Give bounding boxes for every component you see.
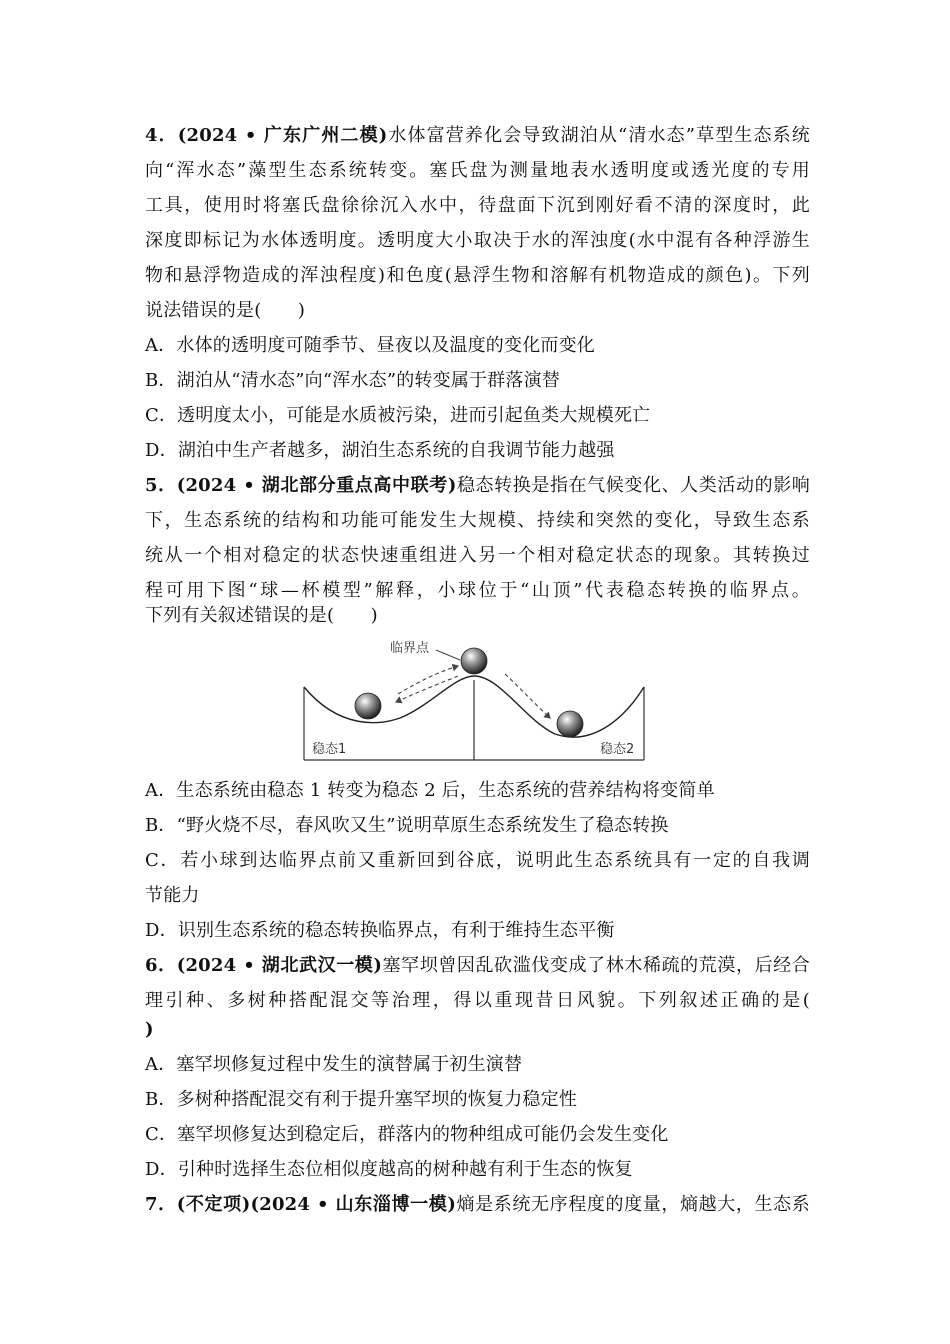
q5-source: (2024 • 湖北部分重点高中联考) <box>176 475 457 496</box>
q6-stem-line: ) <box>145 1019 154 1040</box>
critical-point-pointer <box>436 650 460 660</box>
q4-option-a: A．水体的透明度可随季节、昼夜以及温度的变化而变化 <box>145 335 595 356</box>
q6-line-1 <box>145 954 810 978</box>
state2-label: 稳态2 <box>600 742 635 757</box>
q5-stem-line: 统从一个相对稳定的状态快速重组进入另一个相对稳定状态的现象。其转换过 <box>145 545 810 566</box>
q4-stem-line: 说法错误的是( ) <box>145 300 306 321</box>
q6-option-c: C．塞罕坝修复达到稳定后，群落内的物种组成可能仍会发生变化 <box>145 1124 669 1145</box>
critical-point-label: 临界点 <box>390 641 430 656</box>
q7-number: 7． <box>145 1194 177 1215</box>
q5-option-b: B．“野火烧不尽，春风吹又生”说明草原生态系统发生了稳态转换 <box>145 815 669 836</box>
q6-option-d: D．引种时选择生态位相似度越高的树种越有利于生态的恢复 <box>145 1159 633 1180</box>
q6-source: (2024 • 湖北武汉一模) <box>176 955 383 976</box>
q4-option-d: D．湖泊中生产者越多，湖泊生态系统的自我调节能力越强 <box>145 440 615 461</box>
q4-line-1 <box>145 124 810 148</box>
ball-cup-diagram <box>300 630 648 762</box>
q4-stem-line: 向“浑水态”藻型生态系统转变。塞氏盘为测量地表水透明度或透光度的专用 <box>145 160 810 181</box>
state1-label: 稳态1 <box>312 742 347 757</box>
ball-state1 <box>355 693 381 719</box>
q5-option-c-cont: 节能力 <box>145 885 200 906</box>
q6-number: 6． <box>145 955 177 976</box>
q6-option-b: B．多树种搭配混交有利于提升塞罕坝的恢复力稳定性 <box>145 1089 578 1110</box>
q7-tag: (不定项) <box>176 1194 251 1215</box>
q5-stem-line: 程可用下图“球—杯模型”解释，小球位于“山顶”代表稳态转换的临界点。 <box>145 580 810 601</box>
q7-line-1 <box>145 1193 810 1217</box>
q5-number: 5． <box>145 475 177 496</box>
q5-line-1 <box>145 474 810 498</box>
q4-number: 4． <box>145 125 178 146</box>
q4-option-b: B．湖泊从“清水态”向“浑水态”的转变属于群落演替 <box>145 370 561 391</box>
ball-critical-point <box>461 648 487 674</box>
q5-stem-line: 下列有关叙述错误的是( ) <box>145 605 378 626</box>
q5-option-c: C．若小球到达临界点前又重新回到谷底，说明此生态系统具有一定的自我调 <box>145 850 810 871</box>
q4-stem: 水体富营养化会导致湖泊从“清水态”草型生态系统 <box>387 125 810 146</box>
q6-option-a: A．塞罕坝修复过程中发生的演替属于初生演替 <box>145 1054 523 1075</box>
q7-stem: 熵是系统无序程度的度量，熵越大，生态系 <box>456 1194 810 1215</box>
ball-state2 <box>557 711 583 737</box>
q5-stem: 稳态转换是指在气候变化、人类活动的影响 <box>456 475 810 496</box>
q5-option-d: D．识别生态系统的稳态转换临界点，有利于维持生态平衡 <box>145 920 615 941</box>
q6-stem: 塞罕坝曾因乱砍滥伐变成了林木稀疏的荒漠，后经合 <box>382 955 810 976</box>
q7-source: (2024 • 山东淄博一模) <box>250 1194 457 1215</box>
q4-source: (2024 • 广东广州二模) <box>177 125 388 146</box>
arrow-to-state2 <box>505 674 550 718</box>
q5-option-a: A．生态系统由稳态 1 转变为稳态 2 后，生态系统的营养结构将变简单 <box>145 780 715 801</box>
q4-option-c: C．透明度太小，可能是水质被污染，进而引起鱼类大规模死亡 <box>145 405 651 426</box>
q6-stem-line: 理引种、多树种搭配混交等治理，得以重现昔日风貌。下列叙述正确的是( <box>145 990 810 1011</box>
ball-cup-model-figure <box>300 630 648 762</box>
arrow-back-to-state1 <box>396 676 458 702</box>
q4-stem-line: 物和悬浮物造成的浑浊程度)和色度(悬浮生物和溶解有机物造成的颜色)。下列 <box>145 265 810 286</box>
q4-stem-line: 工具，使用时将塞氏盘徐徐沉入水中，待盘面下沉到刚好看不清的深度时，此 <box>145 195 810 216</box>
q4-stem-line: 深度即标记为水体透明度。透明度大小取决于水的浑浊度(水中混有各种浮游生 <box>145 230 810 251</box>
q5-stem-line: 下，生态系统的结构和功能可能发生大规模、持续和突然的变化，导致生态系 <box>145 510 810 531</box>
